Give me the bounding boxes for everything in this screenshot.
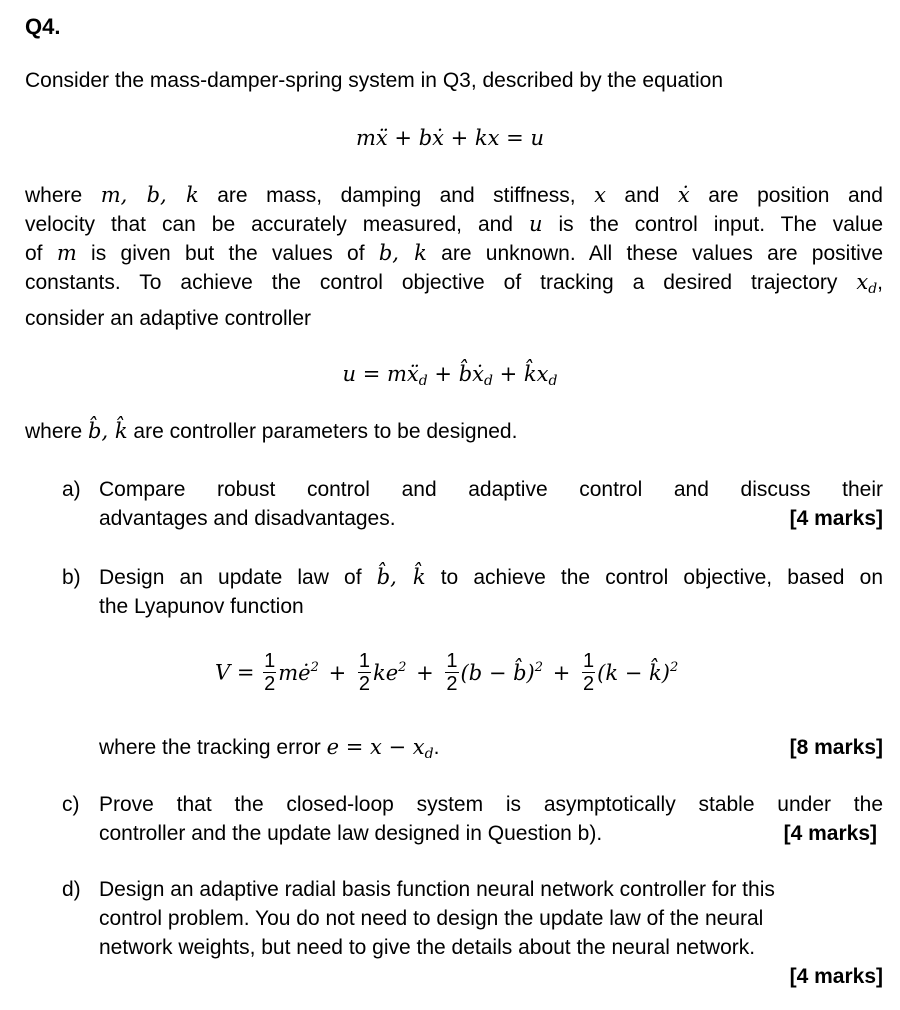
marks-label: [4 marks]	[783, 822, 877, 845]
marks-label-d: [4 marks]	[789, 965, 883, 988]
part-line	[99, 819, 883, 848]
subscript-d: d	[424, 746, 434, 762]
text-span: are mass, damping and stiffness,	[198, 184, 595, 207]
question-number: Q4.	[25, 14, 61, 39]
plus-sign: +	[416, 660, 434, 685]
lyapunov-term-2	[373, 661, 406, 685]
text-span: mė	[278, 661, 311, 685]
text-span: where the tracking error	[99, 736, 327, 759]
text-span: advantages and disadvantages.	[99, 507, 396, 530]
text-span: ke	[372, 661, 399, 685]
description-line-5: consider an adaptive controller	[25, 307, 312, 330]
description-line-2	[25, 210, 883, 239]
fraction-numerator: 1	[583, 650, 595, 672]
part-line: the Lyapunov function	[99, 595, 304, 618]
text-span: ,	[877, 271, 883, 294]
part-body	[99, 733, 883, 769]
fraction-denominator: 2	[583, 673, 595, 695]
lyapunov-term-3	[461, 661, 544, 685]
math-u: u	[528, 212, 543, 236]
part-body	[99, 790, 883, 848]
subscript-d: d	[483, 373, 493, 389]
subscript-d: d	[548, 373, 558, 389]
math-bk: b, k	[378, 241, 427, 265]
description-paragraph	[25, 181, 883, 333]
question-part-b	[62, 563, 883, 621]
part-label: c)	[62, 793, 80, 816]
tracking-error-line	[62, 733, 883, 769]
fraction-numerator: 1	[358, 650, 370, 672]
marks-label: [8 marks]	[789, 736, 883, 759]
part-body	[99, 563, 883, 621]
math-params: b̂, k̂	[376, 565, 426, 589]
intro-paragraph	[25, 66, 883, 95]
description-line-4	[25, 268, 883, 304]
text-span: where	[25, 184, 101, 207]
superscript-2: 2	[669, 660, 679, 675]
part-line: Compare robust control and adaptive control and discuss their	[99, 478, 883, 501]
part-label: b)	[62, 566, 81, 589]
lyapunov-lhs: V =	[215, 660, 255, 685]
fraction-numerator: 1	[264, 650, 276, 672]
subscript-d: d	[868, 281, 878, 297]
math-xdot: ẋ	[677, 183, 690, 207]
superscript-2: 2	[310, 660, 319, 675]
fraction-half	[358, 650, 371, 695]
fraction-half	[263, 650, 276, 695]
plus-sign: +	[328, 660, 347, 685]
description-line-1	[25, 181, 883, 210]
fraction-denominator: 2	[358, 673, 370, 695]
part-line	[99, 563, 883, 592]
superscript-2: 2	[398, 660, 407, 675]
part-body	[99, 875, 883, 962]
lyapunov-term-4	[597, 661, 678, 685]
system-equation	[0, 123, 900, 153]
part-body	[99, 475, 883, 533]
superscript-2: 2	[534, 660, 544, 675]
text-span: are controller parameters to be designed.	[127, 420, 518, 443]
text-span: (k − k̂)	[597, 661, 670, 685]
subscript-d: d	[418, 373, 428, 389]
lyapunov-function	[0, 650, 900, 710]
part-label: a)	[62, 478, 81, 501]
math-params: b̂, k̂	[88, 419, 128, 443]
text-span: .	[433, 736, 440, 759]
lyapunov-term-1	[278, 661, 319, 685]
math-xd	[856, 270, 878, 297]
text-span: where	[25, 420, 89, 443]
part-line	[99, 733, 883, 769]
text-span: controller and the update law designed in Question b).	[99, 822, 603, 845]
lyapunov-expression	[215, 650, 678, 695]
parameters-paragraph	[25, 417, 883, 446]
marks-label: [4 marks]	[789, 507, 883, 530]
question-part-d	[62, 875, 883, 962]
description-line-3	[25, 239, 883, 268]
fraction-denominator: 2	[264, 673, 276, 695]
text-span: (b − b̂)	[460, 661, 535, 685]
fraction-denominator: 2	[446, 673, 458, 695]
part-label: d)	[62, 878, 81, 901]
text-span: are unknown. All these values are positive	[426, 242, 884, 265]
part-line: control problem. You do not need to design the update law of the neural	[99, 907, 764, 930]
intro-line: Consider the mass-damper-spring system in Q3, described by the equation	[25, 69, 724, 92]
text-span: and	[605, 184, 678, 207]
parameters-line	[25, 417, 883, 446]
text-span: e = x − x	[326, 735, 425, 759]
text-span: velocity that can be accurately measured, and	[25, 213, 529, 236]
part-line: Prove that the closed-loop system is asymptotically stable under the	[99, 793, 883, 816]
part-line	[99, 504, 883, 533]
fraction-half	[582, 650, 595, 695]
controller-part-2: + b̂ẋ	[427, 362, 484, 386]
text-span: is the control input. The value	[542, 213, 884, 236]
fraction-numerator: 1	[446, 650, 458, 672]
text-span: is given but the values of	[76, 242, 379, 265]
text-span: to achieve the control objective, based on	[425, 566, 883, 589]
math-mbk: m, b, k	[100, 183, 199, 207]
text-span: are position and	[689, 184, 883, 207]
fraction-half	[445, 650, 458, 695]
math-m: m	[56, 241, 77, 265]
text-span: Design an update law of	[99, 566, 377, 589]
part-line: Design an adaptive radial basis function neural network controller for this	[99, 878, 775, 901]
math-x: x	[856, 270, 869, 294]
part-line: network weights, but need to give the details about the neural network.	[99, 936, 756, 959]
text-span: of	[25, 242, 57, 265]
controller-part-1: u = mẍ	[342, 362, 419, 386]
question-part-c	[62, 790, 883, 848]
question-part-a	[62, 475, 883, 533]
text-span: constants. To achieve the control objective of tracking a desired trajectory	[25, 271, 857, 294]
plus-sign: +	[552, 660, 571, 685]
system-equation-text: mẍ + bẋ + kx = u	[356, 126, 544, 150]
controller-equation	[0, 359, 900, 396]
math-error	[326, 735, 434, 762]
controller-part-3: + k̂x	[492, 362, 549, 386]
math-x: x	[594, 183, 606, 207]
